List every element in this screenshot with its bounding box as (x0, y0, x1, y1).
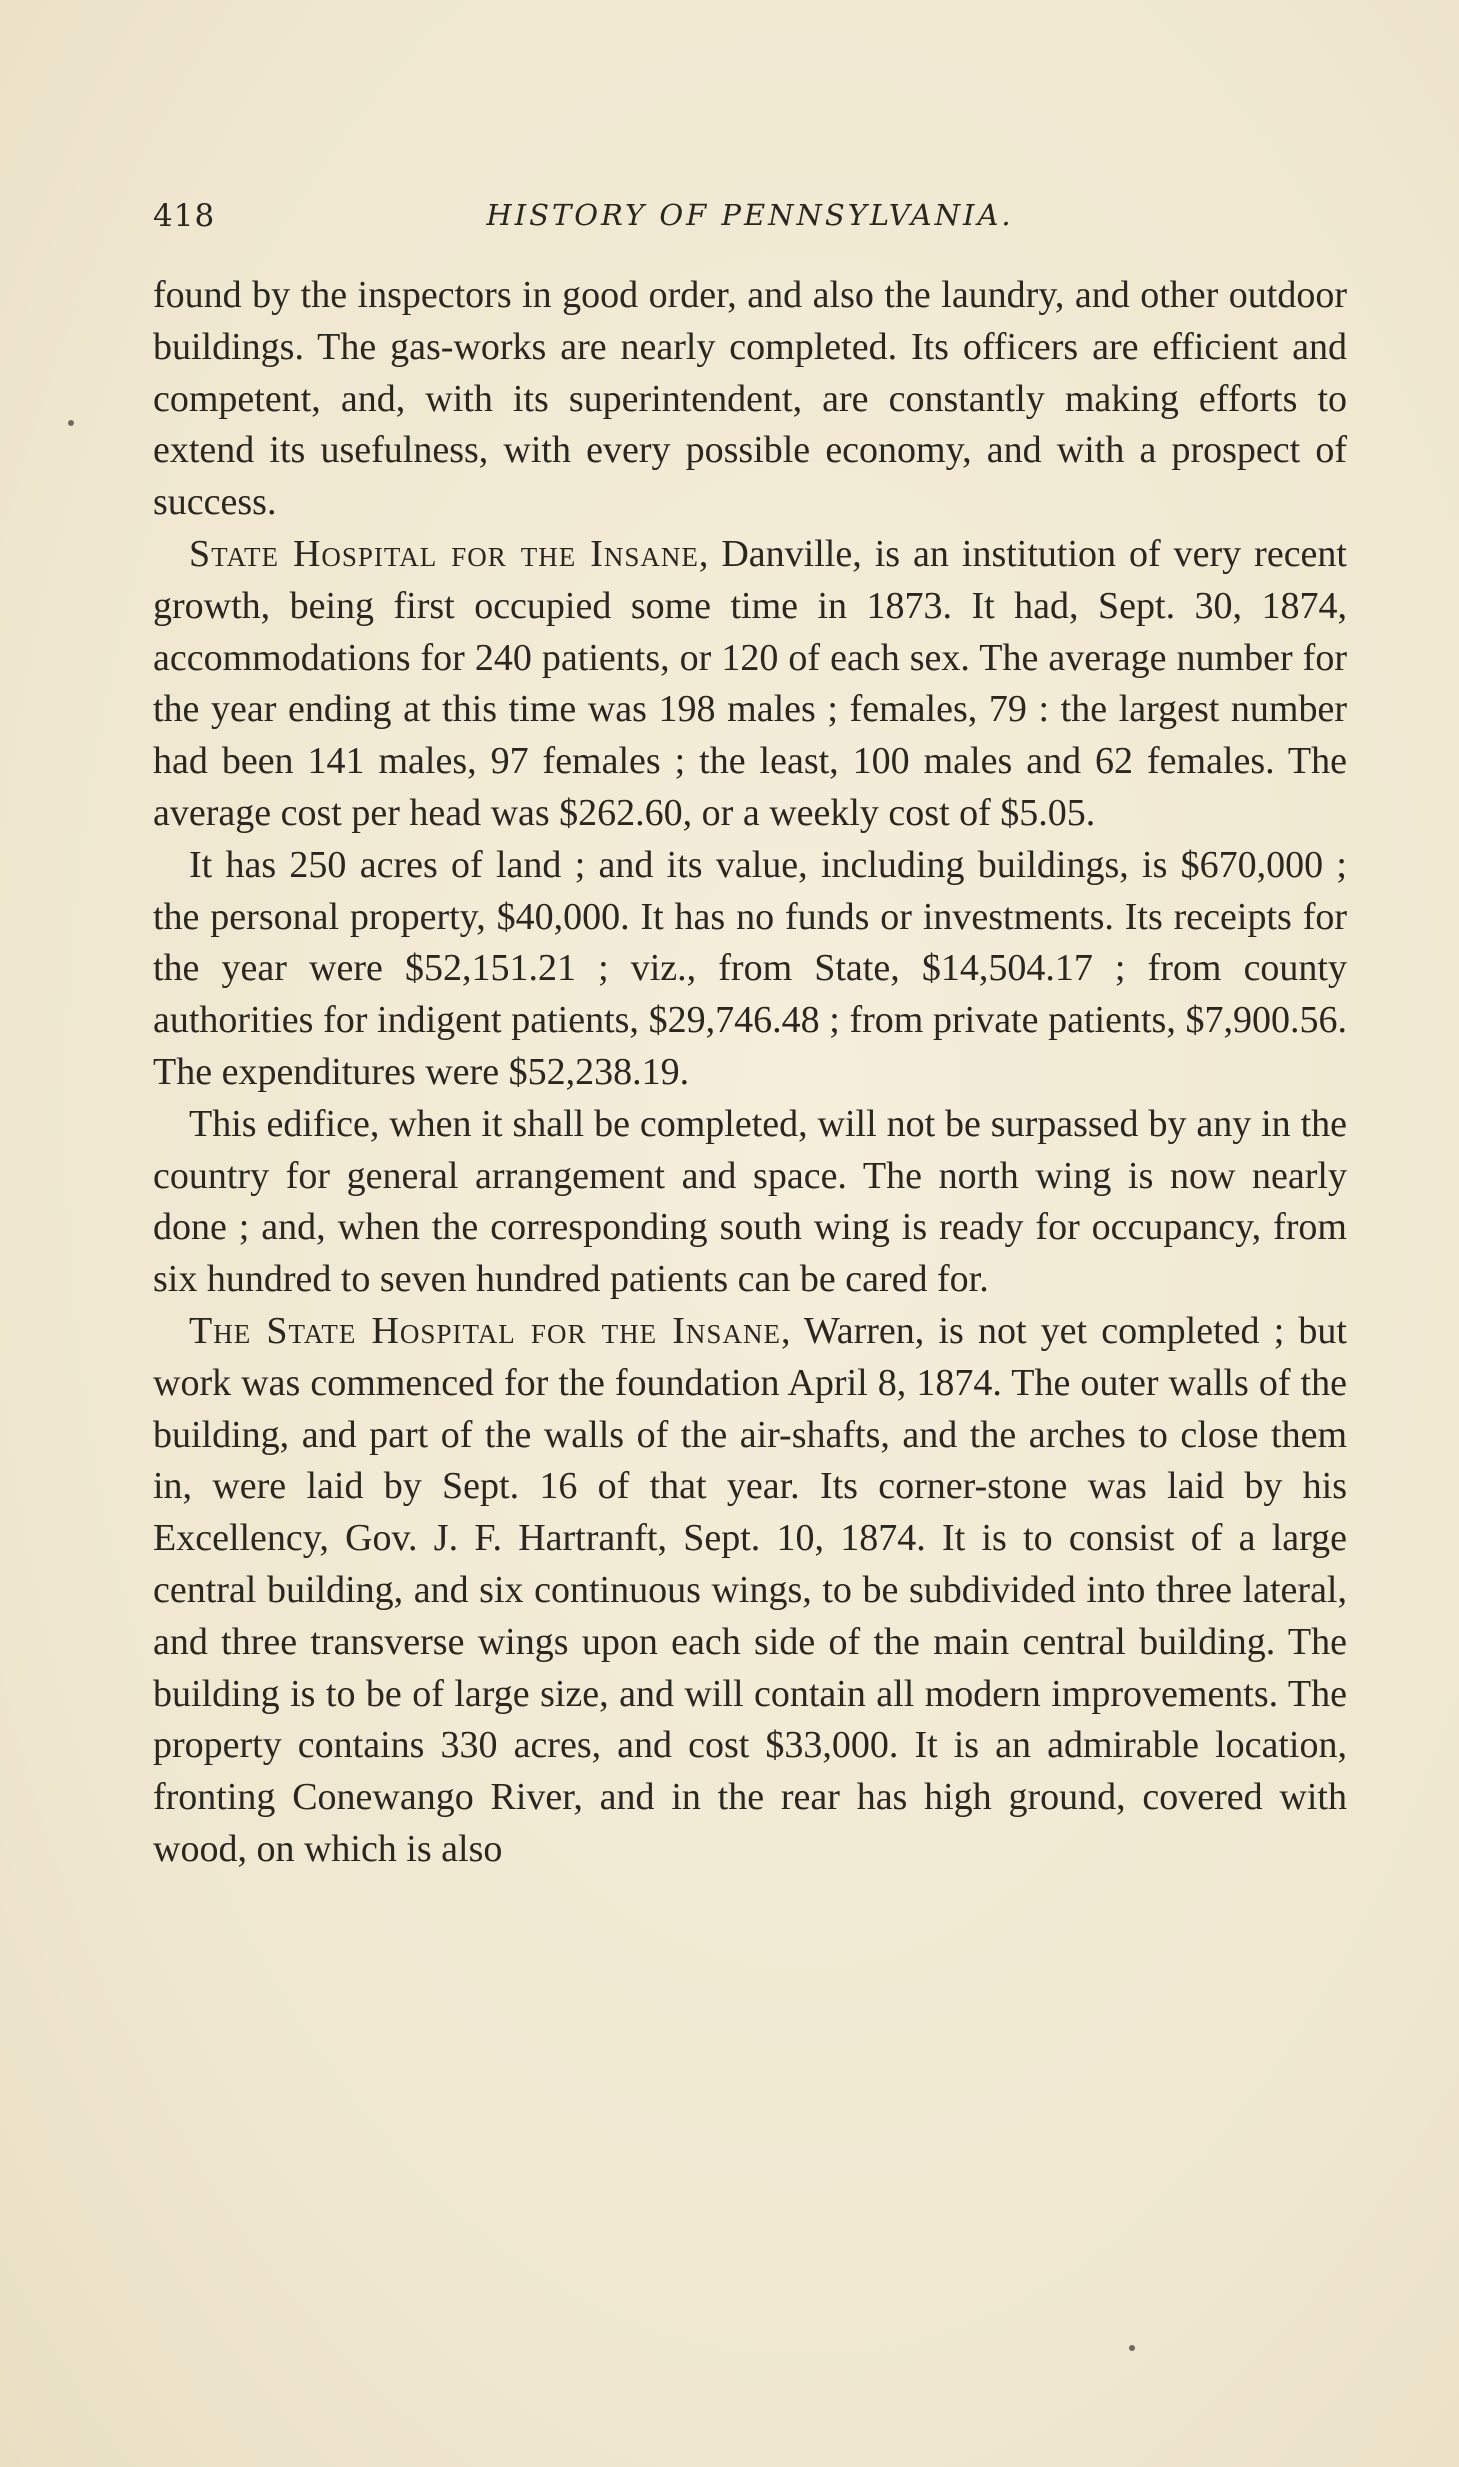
paragraph-5-lead: The State Hospital for the Insane (189, 1309, 781, 1352)
paragraph-4-text: This edifice, when it shall be completed, will not be surpassed by any in the country for general arrangement and space. The north wing is now nearly done ; and, when the corresponding south wing is ready for occupancy, from six hundred to seven hundred patients can be cared for. (153, 1102, 1347, 1301)
paragraph-5-text: , Warren, is not yet completed ; but work was commenced for the foundation April 8, 1874. The outer walls of the building, and part of the walls of the air-shafts, and the arches to close them in, were laid by Sept. 16 of that year. Its corner-stone was laid by his Excellency, Gov. J. F. Hartranft, Sept. 10, 1874. It is to consist of a large central building, and six continuous wings, to be subdivided into three lateral, and three transverse wings upon each side of the main central building. The building is to be of large size, and will contain all modern improvements. The property contains 330 acres, and cost $33,000. It is an admirable location, fronting Conewango River, and in the rear has high ground, covered with wood, on which is also (153, 1309, 1347, 1870)
paragraph-1 (153, 270, 1347, 529)
page-header (153, 198, 1347, 248)
running-title: HISTORY OF PENNSYLVANIA. (486, 198, 1014, 232)
paragraph-4 (153, 1099, 1347, 1306)
paragraph-5 (153, 1306, 1347, 1876)
paragraph-3 (153, 840, 1347, 1099)
paper-speck (1129, 2345, 1135, 2351)
paragraph-2 (153, 529, 1347, 840)
paragraph-3-text: It has 250 acres of land ; and its value, including buildings, is $670,000 ; the personal property, $40,000. It has no funds or investments. Its receipts for the year were $52,151.21 ; viz., from State, $14,504.17 ; from county authorities for indigent patients, $29,746.48 ; from private patients, $7,900.56. The expenditures were $52,238.19. (153, 843, 1347, 1093)
paragraph-2-text: , Danville, is an institution of very recent growth, being first occupied some time in 1873. It had, Sept. 30, 1874, accommodations for 240 patients, or 120 of each sex. The average number for the year ending at this time was 198 males ; females, 79 : the largest number had been 141 males, 97 females ; the least, 100 males and 62 females. The average cost per head was $262.60, or a weekly cost of $5.05. (153, 532, 1347, 834)
paragraph-2-lead: State Hospital for the Insane (189, 532, 699, 575)
paper-speck (68, 420, 74, 426)
paragraph-1-text: found by the inspectors in good order, and also the laundry, and other outdoor buildings. The gas-works are nearly completed. Its officers are efficient and competent, and, with its superintendent, are constantly making efforts to extend its usefulness, with every possible economy, and with a prospect of success. (153, 274, 1347, 524)
body-text (153, 270, 1347, 1876)
page-number: 418 (153, 198, 216, 234)
